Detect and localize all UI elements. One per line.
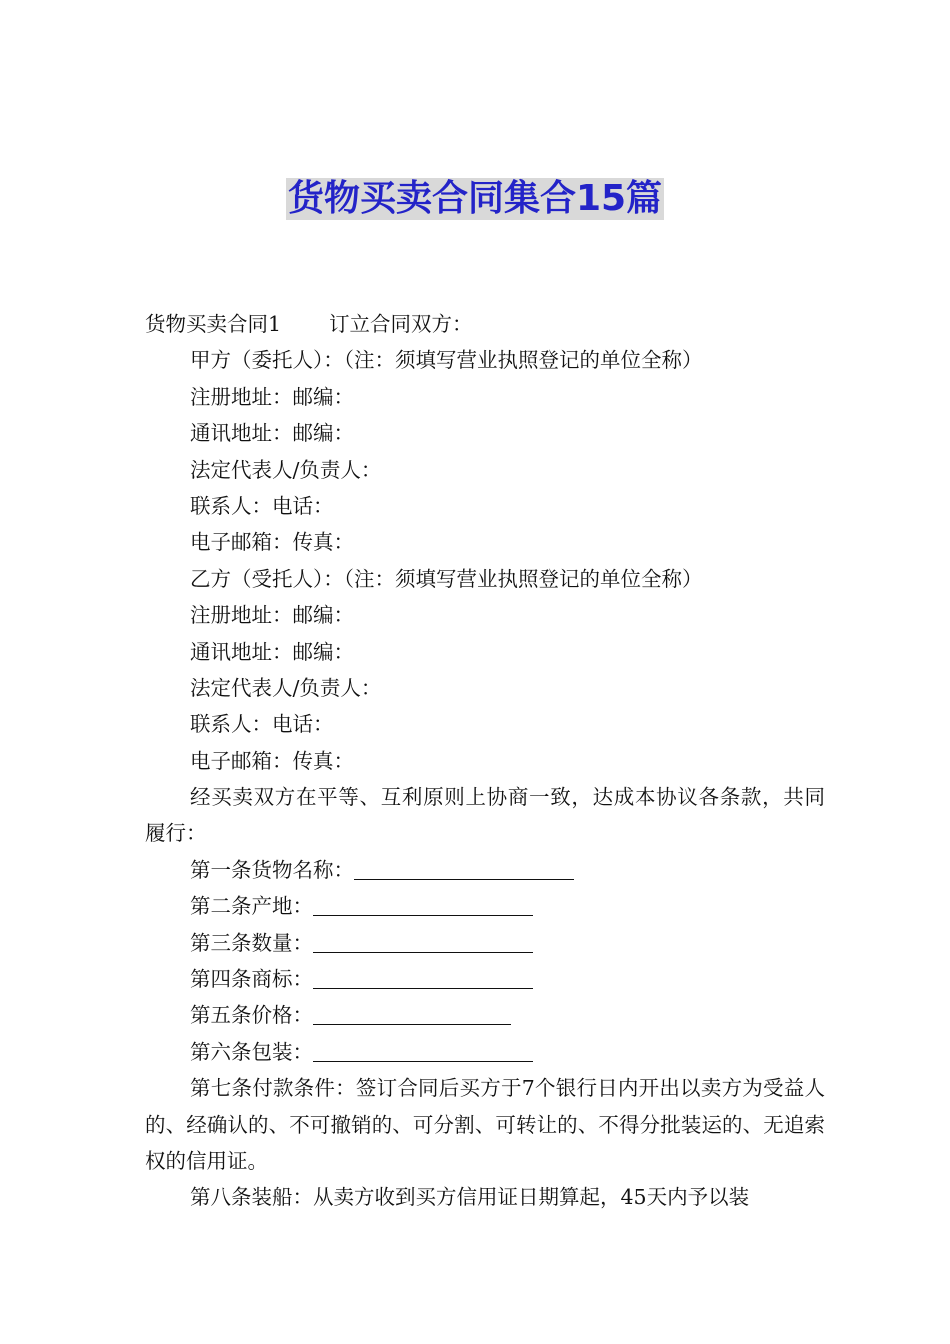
article-2-label: 第二条产地： bbox=[190, 894, 313, 919]
party-a-legal-rep: 法定代表人/负责人： bbox=[190, 457, 382, 482]
article-6-blank bbox=[313, 1039, 533, 1062]
article-8-paragraph: 第八条装船：从卖方收到买方信用证日期算起，45天内予以装 bbox=[190, 1185, 750, 1210]
document-title: 货物买卖合同集合15篇 bbox=[287, 178, 663, 219]
article-4-label: 第四条商标： bbox=[190, 967, 313, 992]
article-1-blank bbox=[354, 857, 574, 880]
party-a-reg-address: 注册地址：邮编： bbox=[190, 384, 354, 409]
party-b-contact: 联系人：电话： bbox=[190, 712, 334, 737]
document-body bbox=[145, 306, 825, 1216]
party-a-mail-address: 通讯地址：邮编： bbox=[190, 421, 354, 446]
article-2-blank bbox=[313, 893, 533, 916]
article-5-blank bbox=[313, 1002, 511, 1025]
party-a-contact: 联系人：电话： bbox=[190, 493, 334, 518]
article-6-label: 第六条包装： bbox=[190, 1039, 313, 1064]
party-a-label: 甲方（委托人）：（注：须填写营业执照登记的单位全称） bbox=[190, 348, 703, 373]
article-4 bbox=[145, 961, 825, 997]
article-5 bbox=[145, 997, 825, 1033]
article-1 bbox=[145, 852, 825, 888]
party-b-reg-address: 注册地址：邮编： bbox=[190, 603, 354, 628]
title-container bbox=[0, 178, 950, 220]
article-3-blank bbox=[313, 930, 533, 953]
article-1-label: 第一条货物名称： bbox=[190, 857, 354, 882]
party-b-label: 乙方（受托人）：（注：须填写营业执照登记的单位全称） bbox=[190, 566, 703, 591]
article-5-label: 第五条价格： bbox=[190, 1003, 313, 1028]
article-6 bbox=[145, 1034, 825, 1070]
party-b-legal-rep: 法定代表人/负责人： bbox=[190, 675, 382, 700]
party-b-mail-address: 通讯地址：邮编： bbox=[190, 639, 354, 664]
article-4-blank bbox=[313, 966, 533, 989]
contract-heading: 货物买卖合同1 bbox=[145, 312, 282, 336]
parties-label: 订立合同双方： bbox=[329, 312, 473, 336]
article-2 bbox=[145, 888, 825, 924]
article-3 bbox=[145, 925, 825, 961]
agreement-paragraph: 经买卖双方在平等、互利原则上协商一致，达成本协议各条款，共同履行： bbox=[145, 785, 825, 846]
intro-line bbox=[145, 306, 825, 342]
party-a-email: 电子邮箱：传真： bbox=[190, 530, 354, 555]
party-b-email: 电子邮箱：传真： bbox=[190, 748, 354, 773]
article-7-paragraph: 第七条付款条件：签订合同后买方于7个银行日内开出以卖方为受益人的、经确认的、不可撤销的、可分割、可转让的、不得分批装运的、无追索权的信用证。 bbox=[145, 1076, 825, 1174]
article-3-label: 第三条数量： bbox=[190, 930, 313, 955]
